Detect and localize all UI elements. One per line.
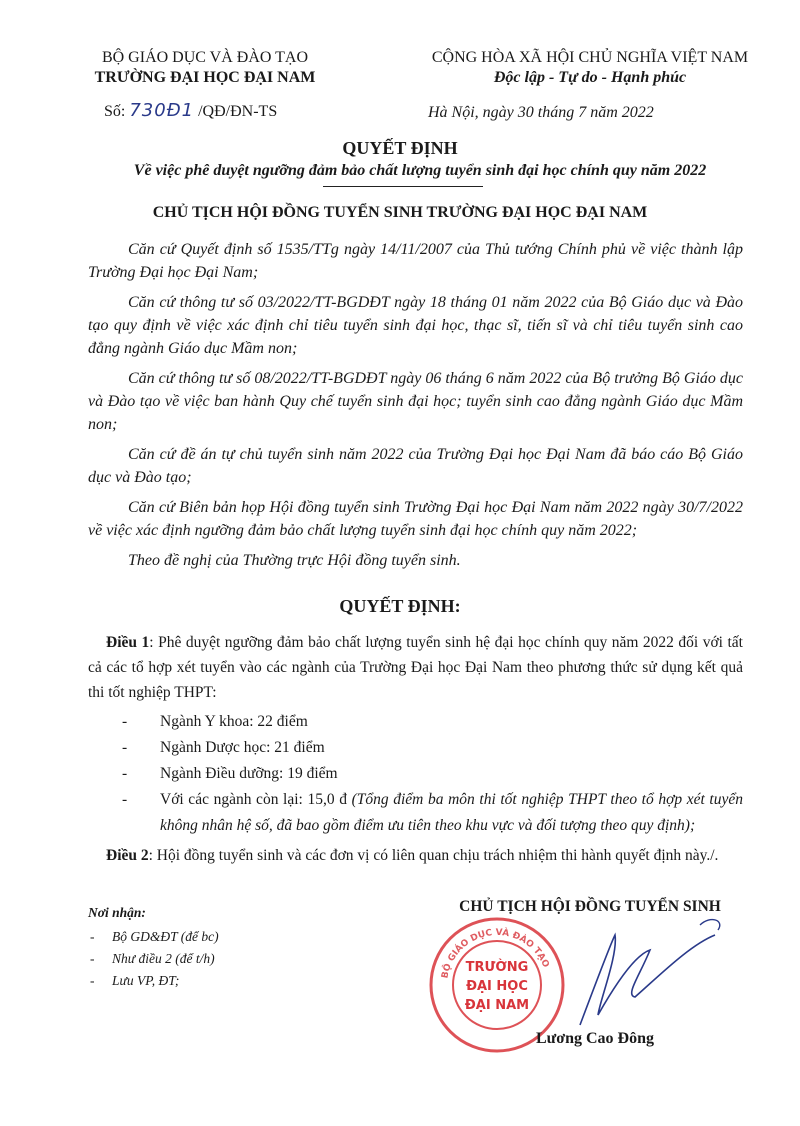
document-number (104, 100, 277, 121)
handwritten-signature (540, 915, 730, 1035)
signatory-title: CHỦ TỊCH HỘI ĐỒNG TUYỂN SINH (459, 898, 721, 915)
article-1-label: Điều 1 (106, 634, 150, 651)
svg-text:ĐẠI NAM: ĐẠI NAM (464, 998, 530, 1013)
legal-bases (88, 238, 743, 579)
recipient-item: - Như điều 2 (để t/h) (90, 951, 215, 966)
recipient-item: - Lưu VP, ĐT; (90, 973, 180, 988)
threshold-note: (Tổng điểm ba môn thi tốt nghiệp THPT theo tổ hợp xét tuyển không nhân hệ số, đã bao gồm điểm ưu tiên theo khu vực và đối tượng theo quy định); (160, 791, 743, 834)
article-2-label: Điều 2 (106, 847, 149, 864)
number-handwritten: 730Đ1 (129, 100, 195, 121)
list-item: - Ngành Y khoa: 22 điểm (122, 713, 308, 730)
subtitle-divider (323, 186, 483, 187)
basis-paragraph: Căn cứ thông tư số 08/2022/TT-BGDĐT ngày 06 tháng 6 năm 2022 của Bộ trưởng Bộ Giáo dục và Đào tạo về việc ban hành Quy chế tuyển sinh đại học; tuyển sinh cao đẳng ngành Giáo dục Mầm non; (88, 370, 744, 433)
basis-paragraph: Căn cứ thông tư số 03/2022/TT-BGDĐT ngày 18 tháng 01 năm 2022 của Bộ Giáo dục và Đào tạo quy định về việc xác định chỉ tiêu tuyển sinh đại học, thạc sĩ, tiến sĩ và chỉ tiêu tuyển sinh cao đẳng ngành Giáo dục Mầm non; (88, 294, 743, 357)
svg-text:BỘ GIÁO DỤC VÀ ĐÀO TẠO: BỘ GIÁO DỤC VÀ ĐÀO TẠO (440, 927, 551, 980)
article-1-text: : Phê duyệt ngưỡng đảm bảo chất lượng tuyển sinh hệ đại học chính quy năm 2022 đối với tất cả các tổ hợp xét tuyển vào các ngành của Trường Đại học Đại Nam theo phương thức sử dụng kết quả thi tốt nghiệp THPT: (88, 634, 743, 701)
republic-name: CỘNG HÒA XÃ HỘI CHỦ NGHĨA VIỆT NAM (431, 49, 749, 66)
article-2 (88, 843, 743, 868)
issue-date: Hà Nội, ngày 30 tháng 7 năm 2022 (428, 104, 654, 121)
basis-paragraph: Căn cứ Quyết định số 1535/TTg ngày 14/11/2007 của Thủ tướng Chính phủ về việc thành lập Trường Đại học Đại Nam; (88, 241, 743, 281)
ministry-name: BỘ GIÁO DỤC VÀ ĐÀO TẠO (101, 49, 309, 66)
document-subtitle: Về việc phê duyệt ngưỡng đảm bảo chất lượng tuyển sinh đại học chính quy năm 2022 (133, 162, 707, 179)
svg-text:ĐẠI HỌC: ĐẠI HỌC (466, 979, 528, 994)
basis-paragraph: Căn cứ Biên bản họp Hội đồng tuyển sinh Trường Đại học Đại Nam năm 2022 ngày 30/7/2022 về việc xác định ngưỡng đảm bảo chất lượng tuyển sinh đại học chính quy năm 2022; (88, 499, 743, 539)
article-1 (88, 630, 743, 705)
issuer-block (80, 48, 330, 88)
articles (88, 630, 743, 868)
article-2-text: : Hội đồng tuyển sinh và các đơn vị có liên quan chịu trách nhiệm thi hành quyết định này./. (148, 847, 719, 864)
number-label: Số: (104, 103, 126, 120)
national-header (400, 48, 780, 88)
svg-text:TRƯỜNG: TRƯỜNG (465, 960, 529, 975)
basis-paragraph: Theo đề nghị của Thường trực Hội đồng tuyển sinh. (128, 552, 461, 569)
national-motto: Độc lập - Tự do - Hạnh phúc (493, 69, 687, 86)
list-item: - Ngành Dược học: 21 điểm (122, 739, 325, 756)
recipients (88, 902, 219, 992)
university-name: TRƯỜNG ĐẠI HỌC ĐẠI NAM (94, 69, 316, 86)
number-suffix: /QĐ/ĐN-TS (198, 103, 278, 120)
list-item: - Với các ngành còn lại: 15,0 đ (Tổng điểm ba môn thi tốt nghiệp THPT theo tổ hợp xét tuyển không nhân hệ số, đã bao gồm điểm ưu tiên theo khu vực và đối tượng theo quy định); (122, 791, 743, 834)
basis-paragraph: Căn cứ đề án tự chủ tuyển sinh năm 2022 của Trường Đại học Đại Nam đã báo cáo Bộ Giáo dục và Đào tạo; (88, 446, 743, 486)
document-title: QUYẾT ĐỊNH (342, 138, 458, 158)
recipient-item: - Bộ GD&ĐT (để bc) (90, 929, 219, 944)
authority-heading: CHỦ TỊCH HỘI ĐỒNG TUYỂN SINH TRƯỜNG ĐẠI HỌC ĐẠI NAM (152, 204, 648, 221)
threshold-list (88, 709, 743, 839)
signer-name: Lương Cao Đông (535, 1030, 655, 1047)
list-item: - Ngành Điều dưỡng: 19 điểm (122, 765, 338, 782)
decision-heading: QUYẾT ĐỊNH: (339, 596, 461, 616)
recipients-heading: Nơi nhận: (88, 905, 146, 920)
